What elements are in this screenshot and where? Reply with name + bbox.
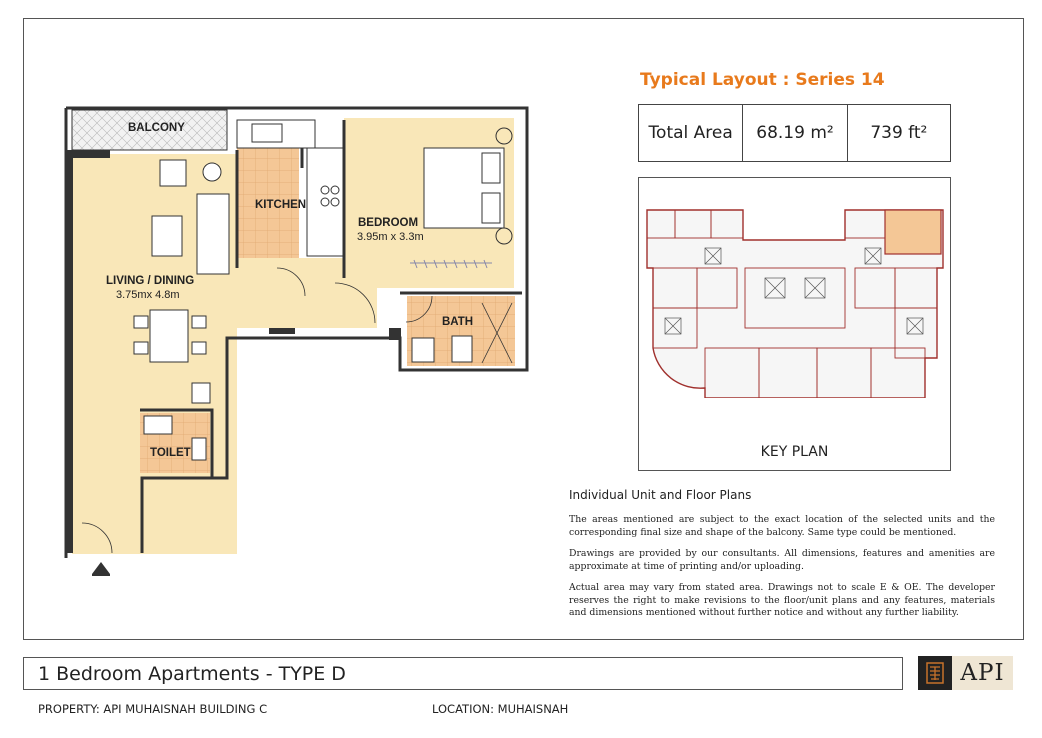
floor-plan [52,98,532,588]
disclaimer-paragraph: Drawings are provided by our consultants. All dimensions, features and amenities are approximate at time of printing and/or uploading. [569,548,995,572]
key-plan-label: KEY PLAN [760,444,829,460]
entrance-arrow-icon [90,560,112,578]
api-logo-mark-icon [918,656,952,690]
total-area-label: Total Area [639,105,743,161]
kitchen-label: KITCHEN [255,199,307,211]
disclaimer-paragraph: Actual area may vary from stated area. Drawings not to scale E & OE. The developer reserves the right to make revisions to the floor/unit plans and any features, materials and dimensions mentioned without further notice and without any further liability. [569,582,995,618]
balcony-label: BALCONY [128,122,185,134]
bath-label: BATH [442,316,474,328]
area-ft2: 739 ft² [870,123,928,143]
disclaimer-heading: Individual Unit and Floor Plans [569,488,752,502]
property-label: PROPERTY: API MUHAISNAH BUILDING C [38,702,268,716]
location-label: LOCATION: MUHAISNAH [432,702,569,716]
area-table [638,104,951,162]
toilet-label: TOILET [150,447,191,459]
api-logo [918,656,1013,690]
bedroom-label: BEDROOM [358,217,419,229]
disclaimer [569,488,995,629]
area-m2: 68.19 m² [743,105,847,161]
living-label: LIVING / DINING [106,275,195,287]
key-plan [638,177,951,471]
living-size: 3.75mx 4.8m [116,289,180,301]
disclaimer-paragraph: The areas mentioned are subject to the exact location of the selected units and the corresponding final size and shape of the balcony. Same type could be mentioned. [569,514,995,538]
page-title: 1 Bedroom Apartments - TYPE D [38,663,346,685]
bedroom-size: 3.95m x 3.3m [357,231,424,243]
layout-title: Typical Layout : Series 14 [640,70,885,90]
api-logo-text: API [952,656,1013,690]
key-plan-drawing [645,208,945,398]
title-bar [23,657,903,690]
